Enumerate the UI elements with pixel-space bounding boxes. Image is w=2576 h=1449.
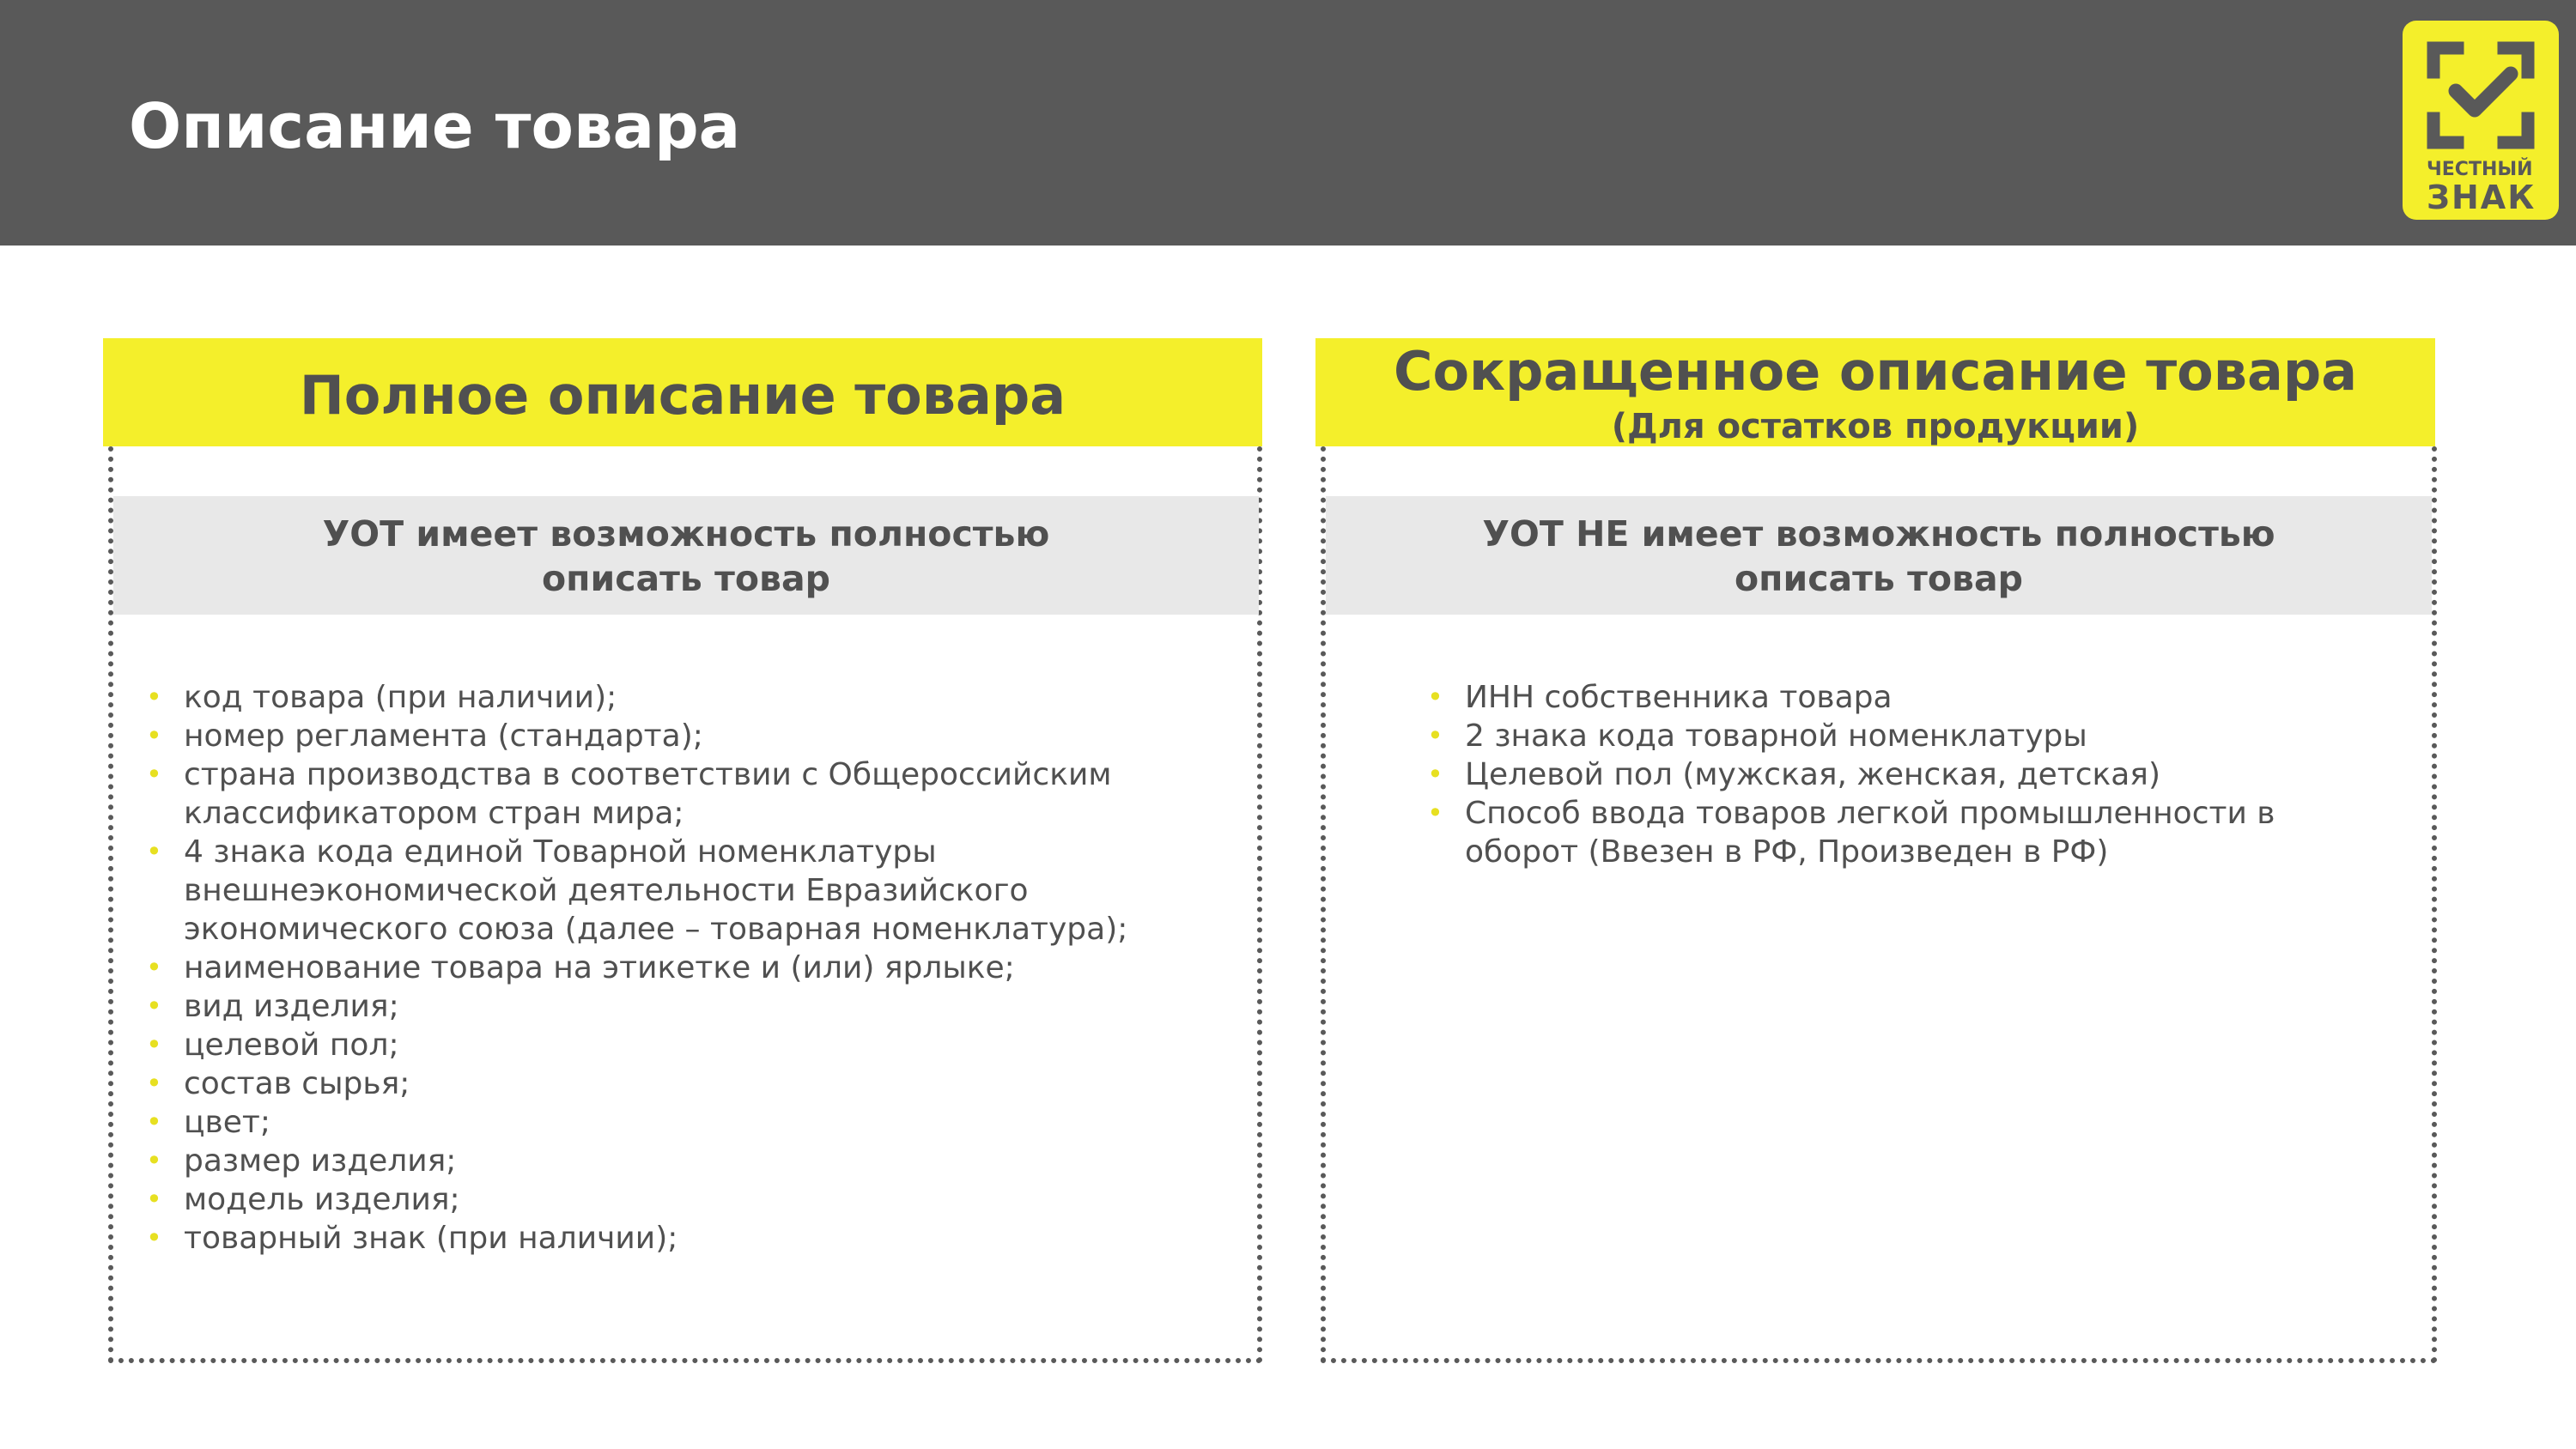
band-line-2: описать товар — [1734, 558, 2024, 599]
short-description-band — [1326, 496, 2432, 615]
list-item-text: целевой пол; — [184, 1028, 399, 1063]
short-description-list — [1427, 678, 2415, 871]
list-item-text: размер изделия; — [184, 1143, 457, 1179]
list-item-text: вид изделия; — [184, 989, 399, 1024]
full-description-title: Полное описание товара — [299, 364, 1066, 427]
short-description-subtitle: (Для остатков продукции) — [1611, 407, 2140, 446]
chestny-znak-logo — [2403, 21, 2559, 220]
bullet-icon: • — [146, 951, 162, 984]
list-item — [146, 678, 1245, 717]
list-item-text: Целевой пол (мужская, женская, детская) — [1465, 757, 2160, 792]
short-description-title: Сокращенное описание товара — [1393, 340, 2358, 403]
bullet-icon: • — [146, 835, 162, 868]
list-item-text: 2 знака кода товарной номенклатуры — [1465, 718, 2087, 754]
logo-text-line1: ЧЕСТНЫЙ — [2427, 159, 2533, 180]
bullet-icon: • — [1427, 719, 1443, 752]
list-item — [146, 755, 1245, 833]
list-item-text: наименование товара на этикетке и (или) ярлыке; — [184, 950, 1015, 985]
bullet-icon: • — [1427, 681, 1443, 713]
list-item — [146, 1103, 1245, 1142]
bullet-icon: • — [146, 1183, 162, 1216]
list-item-text: оборот (Ввезен в РФ, Произведен в РФ) — [1465, 834, 2109, 870]
header-bar — [0, 0, 2576, 246]
full-description-list — [146, 678, 1245, 1258]
list-item-text: страна производства в соответствии с Общероссийским — [184, 757, 1112, 792]
logo-text-line2: ЗНАК — [2427, 179, 2537, 216]
list-item — [146, 949, 1245, 987]
list-item — [1427, 717, 2415, 755]
list-item — [146, 1180, 1245, 1219]
full-description-band — [113, 496, 1259, 615]
bullet-icon: • — [146, 1106, 162, 1138]
bullet-icon: • — [1427, 758, 1443, 791]
bullet-icon: • — [146, 1144, 162, 1177]
bullet-icon: • — [146, 719, 162, 752]
short-description-header — [1315, 338, 2435, 446]
list-item — [1427, 678, 2415, 717]
list-item — [146, 1064, 1245, 1103]
list-item-text: номер регламента (стандарта); — [184, 718, 703, 754]
list-item-text: 4 знака кода единой Товарной номенклатуры — [184, 834, 937, 870]
list-item-text: товарный знак (при наличии); — [184, 1221, 678, 1256]
list-item-text: экономического союза (далее – товарная номенклатура); — [184, 912, 1128, 947]
list-item-text: модель изделия; — [184, 1182, 460, 1217]
band-line-1: УОТ имеет возможность полностью — [322, 513, 1050, 555]
page-title: Описание товара — [129, 90, 741, 162]
bullet-icon: • — [146, 1222, 162, 1254]
band-line-1: УОТ НЕ имеет возможность полностью — [1482, 513, 2275, 555]
list-item-text: классификатором стран мира; — [184, 796, 684, 831]
bullet-icon: • — [146, 758, 162, 791]
list-item-text: ИНН собственника товара — [1465, 680, 1893, 715]
list-item — [146, 717, 1245, 755]
list-item — [1427, 794, 2415, 871]
list-item — [1427, 755, 2415, 794]
bullet-icon: • — [146, 1067, 162, 1100]
list-item-text: внешнеэкономической деятельности Евразийского — [184, 873, 1029, 908]
list-item — [146, 1219, 1245, 1258]
checkmark-frame-icon — [2425, 39, 2537, 151]
list-item — [146, 987, 1245, 1026]
list-item — [146, 833, 1245, 949]
full-description-header — [103, 338, 1262, 446]
bullet-icon: • — [146, 681, 162, 713]
bullet-icon: • — [146, 1028, 162, 1061]
bullet-icon: • — [1427, 797, 1443, 829]
list-item-text: код товара (при наличии); — [184, 680, 617, 715]
list-item-text: Способ ввода товаров легкой промышленности в — [1465, 796, 2275, 831]
list-item-text: состав сырья; — [184, 1066, 410, 1101]
band-line-2: описать товар — [541, 558, 831, 599]
list-item — [146, 1142, 1245, 1180]
list-item — [146, 1026, 1245, 1064]
bullet-icon: • — [146, 990, 162, 1022]
list-item-text: цвет; — [184, 1105, 270, 1140]
